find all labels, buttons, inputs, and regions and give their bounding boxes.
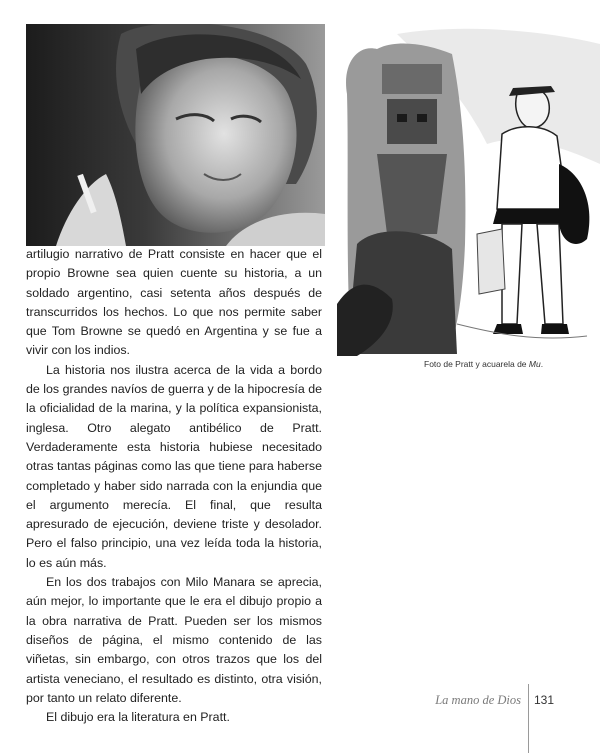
watercolor-illustration: [337, 24, 600, 356]
paragraph-4: El dibujo era la literatura en Pratt.: [46, 710, 230, 725]
caption-artist-name: Mu: [528, 359, 541, 369]
paragraph-3: En los dos trabajos con Milo Manara se aprecia, aún mejor, lo importante que le era el dibujo propio a la obra narrativa de Pratt. Pueden ser los mismos diseños de página, el mismo contenido de las viñetas, sin embargo, con otros trazos que los del artista veneciano, el resultado es distinto, otra visión, por tanto un relato diferente.: [26, 575, 322, 705]
watercolor-statue-figure-icon: [337, 24, 600, 356]
body-text: [26, 245, 322, 727]
caption-suffix: .: [540, 359, 544, 369]
author-photo: [26, 24, 325, 246]
figure-caption: [424, 359, 543, 369]
paragraph-2: La historia nos ilustra acerca de la vida a bordo de los grandes navíos de guerra y de la hipocresía de la oficialidad de la marina, y la política expansionista, inglesa. Otro alegato antibélico de Pratt. Verdaderamente esta historia hubiese necesitado otras tantas páginas como las que tiene para haberse completado y haber sido narrada con la enjundia que el argumento merecía. El final, que resulta apresurado de ejecución, deviene triste y desolador. Pero el falso principio, una vez leída toda la historia, lo es aún más.: [26, 362, 322, 570]
caption-text: Foto de Pratt y acuarela de: [424, 359, 529, 369]
portrait-photo-icon: [26, 24, 325, 246]
paragraph-1: artilugio narrativo de Pratt consiste en hacer que el propio Browne sea quien cuente su historia, a un soldado argentino, casi setenta años después de transcurridos los hechos. Lo que nos permite saber que Tom Browne se quedó en Argentina y se fue a vivir con los indios.: [26, 247, 322, 358]
footer-divider: [528, 684, 529, 753]
page-number: 131: [534, 693, 555, 707]
running-footer-title: La mano de Dios: [435, 693, 521, 707]
